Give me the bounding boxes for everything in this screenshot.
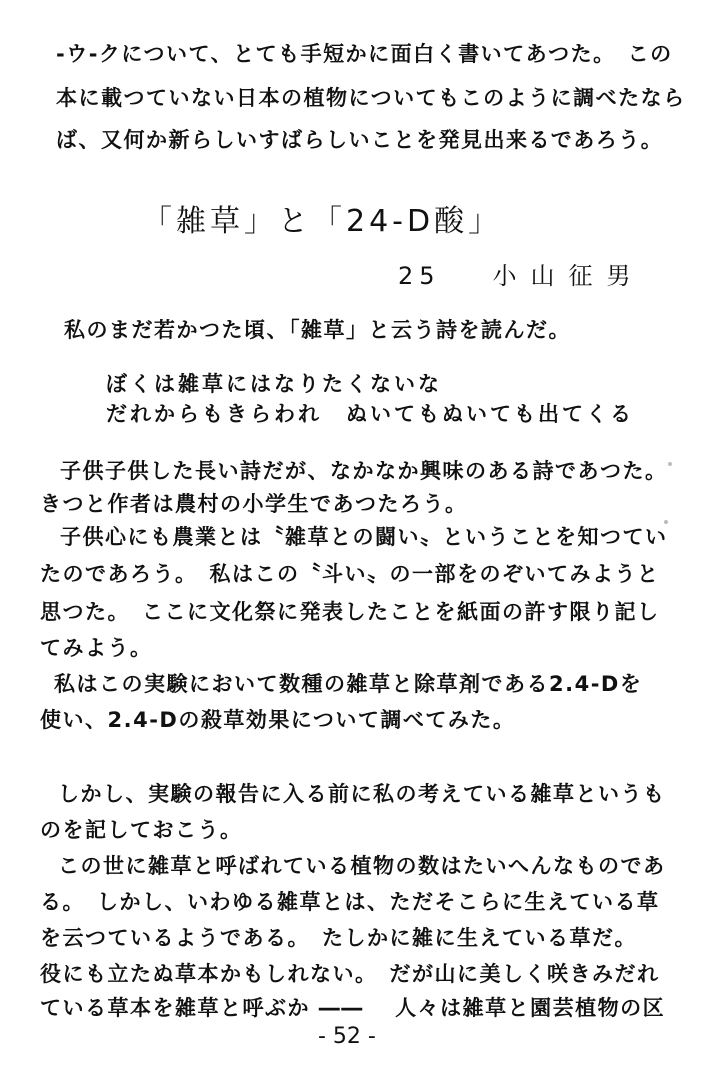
intro-line-2: 本に載つていない日本の植物についてもこのように調べたなら: [56, 86, 686, 110]
author-name: 小山征男: [492, 262, 645, 290]
body-line-b3: 子供心にも農業とは〝雑草との闘い〟ということを知つてい: [60, 525, 668, 549]
intro-line-3: ば、又何か新らしいすばらしいことを発見出来るであろう。: [56, 128, 664, 152]
body-line-b5: 思つた。 ここに文化祭に発表したことを紙面の許す限り記し: [40, 600, 660, 624]
author-number: 25: [398, 262, 441, 290]
scan-speck: [668, 462, 672, 466]
body-line-b4: たのであろう。 私はこの〝斗い〟の一部をのぞいてみようと: [40, 562, 660, 586]
page-number: - 52 -: [318, 1024, 376, 1049]
body-line-c3: この世に雑草と呼ばれている植物の数はたいへんなものであ: [58, 854, 666, 878]
body-line-a1: 私のまだ若かつた頃、「雑草」と云う詩を読んだ。: [64, 318, 571, 342]
body-line-c6: 役にも立たぬ草本かもしれない。 だが山に美しく咲きみだれ: [40, 962, 660, 986]
body-line-b2: きつと作者は農村の小学生であつたろう。: [40, 492, 468, 516]
body-line-b6: てみよう。: [40, 636, 153, 660]
poem-line-2: だれからもきらわれ ぬいてもぬいても出てくる: [106, 402, 634, 426]
body-line-c5: を云つているようである。 たしかに雑に生えている草だ。: [40, 926, 637, 950]
poem-line-1: ぼくは雑草にはなりたくないな: [106, 372, 442, 396]
body-line-c1: しかし、実験の報告に入る前に私の考えている雑草というも: [58, 782, 666, 806]
article-title: 「雑草」と「24-D酸」: [142, 204, 503, 239]
body-line-c7: ている草本を雑草と呼ぶか ―― 人々は雑草と園芸植物の区: [40, 996, 666, 1020]
byline: [398, 256, 645, 291]
body-line-b1: 子供子供した長い詩だが、なかなか興味のある詩であつた。: [60, 459, 668, 483]
intro-line-1: -ウ-クについて、とても手短かに面白く書いてあつた。 この: [56, 42, 673, 66]
scan-speck: [664, 520, 668, 524]
body-line-b8: 使い、2.4-Dの殺草効果について調べてみた。: [40, 708, 516, 732]
body-line-b7: 私はこの実験において数種の雑草と除草剤である2.4-Dを: [54, 672, 643, 696]
body-line-c4: る。 しかし、いわゆる雑草とは、ただそこらに生えている草: [40, 890, 660, 914]
body-line-c2: のを記しておこう。: [40, 818, 243, 842]
